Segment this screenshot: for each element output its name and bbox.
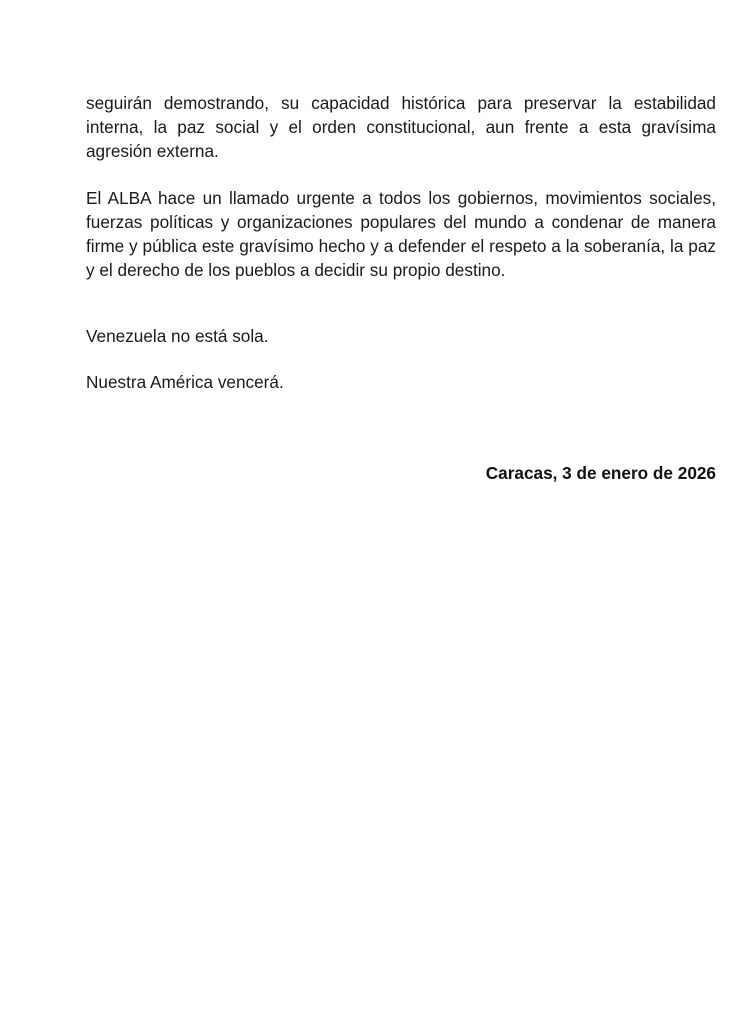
paragraph-continuation: seguirán demostrando, su capacidad histórica para preservar la estabilidad interna, la paz social y el orden constitucional, aun frente a esta gravísima agresión externa. (86, 93, 716, 161)
place-and-date: Caracas, 3 de enero de 2026 (485, 463, 716, 483)
paragraph-closing-slogan: Nuestra América vencerá. (86, 372, 284, 392)
paragraph-call-to-action: El ALBA hace un llamado urgente a todos los gobiernos, movimientos sociales, fuerzas políticas y organizaciones populares del mundo a condenar de manera firme y pública este gravísimo hecho y a defender el respeto a la soberanía, la paz y el derecho de los pueblos a decidir su propio destino. (86, 188, 716, 280)
paragraph-solidarity: Venezuela no está sola. (86, 326, 269, 346)
